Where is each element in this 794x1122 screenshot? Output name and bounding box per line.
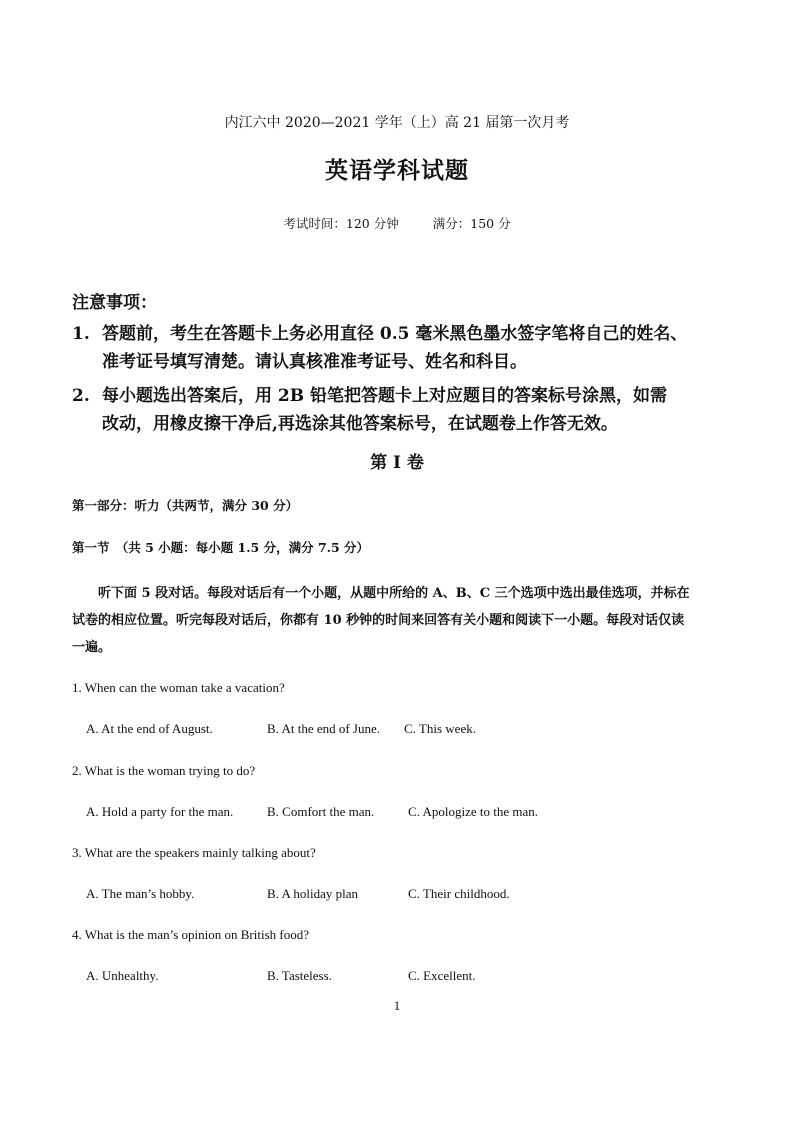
notice-text: 改动，用橡皮擦干净后,再选涂其他答案标号，在试题卷上作答无效。 <box>102 414 618 434</box>
notice-item <box>72 382 667 438</box>
question-stem: 3. What are the speakers mainly talking about? <box>72 845 316 860</box>
option-c: C. Excellent. <box>408 968 476 983</box>
instruction-line: 试卷的相应位置。听完每段对话后，你都有 10 秒钟的时间来回答有关小题和阅读下一小题。每段对话仅读 <box>72 613 685 628</box>
question-stem: 1. When can the woman take a vacation? <box>72 680 285 695</box>
notice-text: 准考证号填写清楚。请认真核准准考证号、姓名和科目。 <box>102 352 527 372</box>
option-a: A. At the end of August. <box>86 721 213 736</box>
volume-heading: 第 I 卷 <box>370 453 424 473</box>
notice-heading: 注意事项： <box>72 293 157 313</box>
exam-time: 考试时间：120 分钟 <box>283 216 399 231</box>
exam-title: 英语学科试题 <box>325 157 469 184</box>
option-a: A. The man’s hobby. <box>86 886 195 901</box>
option-c: C. Their childhood. <box>408 886 510 901</box>
listening-instructions <box>72 580 722 661</box>
notice-item <box>72 320 687 376</box>
section-heading: 第一节 （共 5 小题：每小题 1.5 分，满分 7.5 分） <box>72 540 370 555</box>
instruction-line: 一遍。 <box>72 640 112 655</box>
option-b: B. Tasteless. <box>267 968 332 983</box>
option-b: B. Comfort the man. <box>267 804 375 819</box>
option-c: C. Apologize to the man. <box>408 804 538 819</box>
option-a: A. Unhealthy. <box>86 968 159 983</box>
part-heading: 第一部分：听力（共两节，满分 30 分） <box>72 498 299 513</box>
option-a: A. Hold a party for the man. <box>86 804 234 819</box>
notice-number: 2. <box>72 386 90 406</box>
instruction-line: 听下面 5 段对话。每段对话后有一个小题，从题中所给的 A、B、C 三个选项中选出最佳选项，并标在 <box>98 586 690 601</box>
question-stem: 4. What is the man’s opinion on British food? <box>72 927 309 942</box>
notice-number: 1. <box>72 324 90 344</box>
exam-score: 满分：150 分 <box>432 216 511 231</box>
option-c: C. This week. <box>404 721 476 736</box>
notice-text: 每小题选出答案后，用 2B 铅笔把答题卡上对应题目的答案标号涂黑，如需 <box>102 386 668 406</box>
question-stem: 2. What is the woman trying to do? <box>72 763 256 778</box>
option-b: B. A holiday plan <box>267 886 358 901</box>
exam-header: 内江六中 2020—2021 学年（上）高 21 届第一次月考 <box>224 115 570 131</box>
page-number: 1 <box>393 998 401 1013</box>
option-b: B. At the end of June. <box>267 721 381 736</box>
notice-text: 答题前，考生在答题卡上务必用直径 0.5 毫米黑色墨水签字笔将自己的姓名、 <box>102 324 688 344</box>
exam-meta <box>0 214 794 232</box>
